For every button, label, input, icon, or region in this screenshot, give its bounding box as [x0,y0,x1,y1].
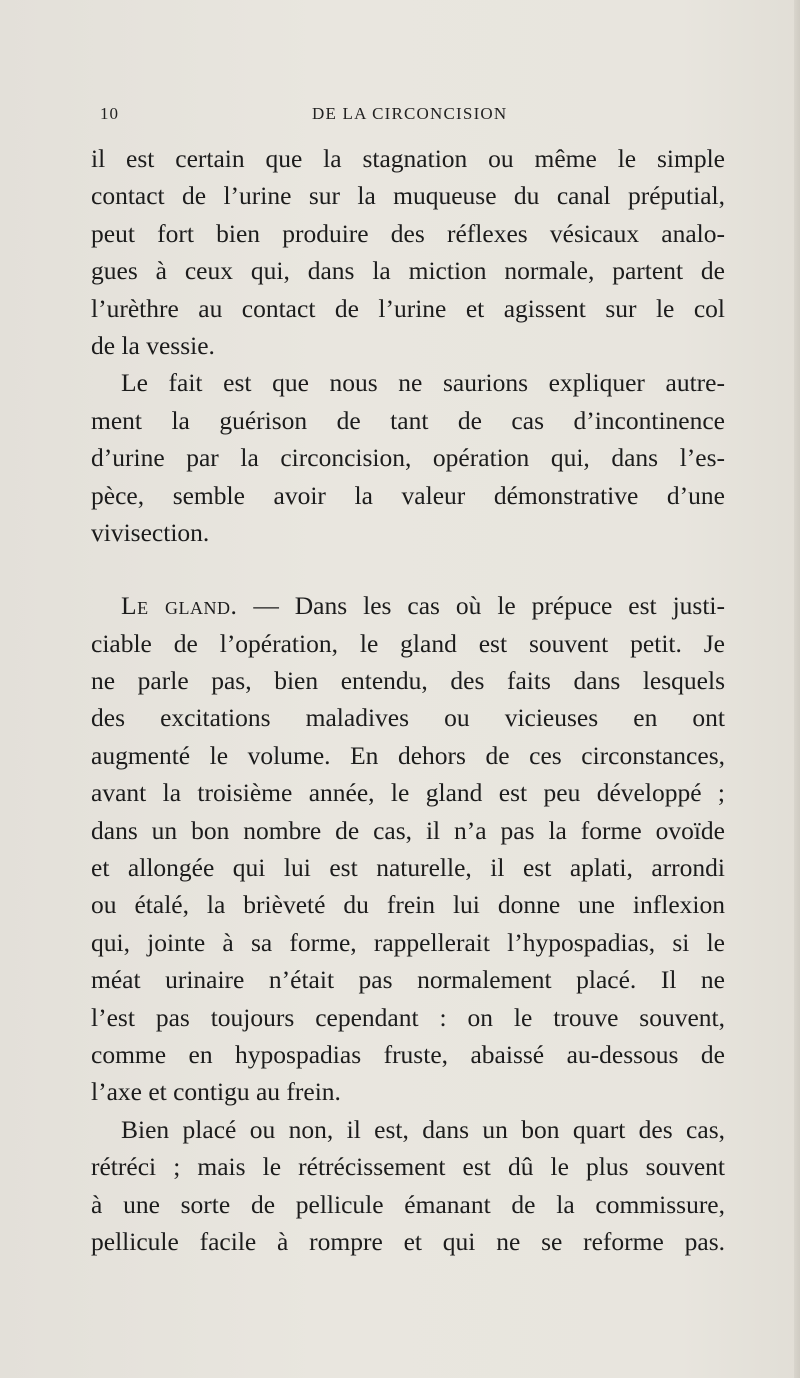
text-line: ciable de l’opération, le gland est souvent petit. Je [91,628,725,658]
text-line: vivisection. [91,517,210,547]
text-line: l’urèthre au contact de l’urine et agissent sur le col [91,293,725,323]
text-line: méat urinaire n’était pas normalement placé. Il ne [91,965,725,995]
text-line: Le fait est que nous ne saurions expliquer autre- [121,368,725,398]
page-edge [794,0,800,1378]
text-line: augmenté le volume. En dehors de ces circonstances, [91,740,725,770]
text-line: comme en hypospadias fruste, abaissé au-dessous de [91,1039,725,1069]
text-line: l’axe et contigu au frein. [91,1077,341,1107]
text-line: à une sorte de pellicule émanant de la commissure, [91,1189,725,1219]
text-line: ne parle pas, bien entendu, des faits dans lesquels [91,666,725,696]
section-heading: Le gland. [121,591,238,621]
text-line: pellicule facile à rompre et qui ne se reforme pas. [91,1226,725,1256]
text-line: ou étalé, la brièveté du frein lui donne une inflexion [91,890,725,920]
text-line: qui, jointe à sa forme, rappellerait l’hypospadias, si le [91,927,725,957]
text-line: Bien placé ou non, il est, dans un bon quart des cas, [121,1114,725,1144]
paragraph-4 [91,1111,725,1261]
paragraph-3 [91,587,725,1110]
text-line: d’urine par la circoncision, opération qui, dans l’es- [91,443,725,473]
paragraph-1 [91,140,725,364]
text-line: dans un bon nombre de cas, il n’a pas la forme ovoïde [91,815,725,845]
text-line: il est certain que la stagnation ou même le simple [91,144,725,173]
text-line: gues à ceux qui, dans la miction normale, partent de [91,256,725,286]
text-line: rétréci ; mais le rétrécissement est dû le plus souvent [91,1152,725,1182]
text-line: de la vessie. [91,330,215,360]
text-line: des excitations maladives ou vicieuses en ont [91,703,725,733]
running-head [0,104,800,128]
paragraph-2 [91,364,725,551]
section-gap [91,551,725,587]
body-text [91,140,725,1260]
text-line: et allongée qui lui est naturelle, il est aplati, arrondi [91,853,725,883]
running-title: DE LA CIRCONCISION [312,104,508,123]
text-line: l’est pas toujours cependant : on le trouve souvent, [91,1002,725,1032]
page-number: 10 [100,104,119,123]
text-line [91,587,725,624]
text-line: avant la troisième année, le gland est peu développé ; [91,778,725,808]
text-line: contact de l’urine sur la muqueuse du canal préputial, [91,181,725,211]
text-line: peut fort bien produire des réflexes vésicaux analo- [91,218,725,248]
text-line: pèce, semble avoir la valeur démonstrative d’une [91,480,725,510]
text-line: ment la guérison de tant de cas d’incontinence [91,405,725,435]
heading-continuation: — Dans les cas où le prépuce est justi- [237,591,725,621]
